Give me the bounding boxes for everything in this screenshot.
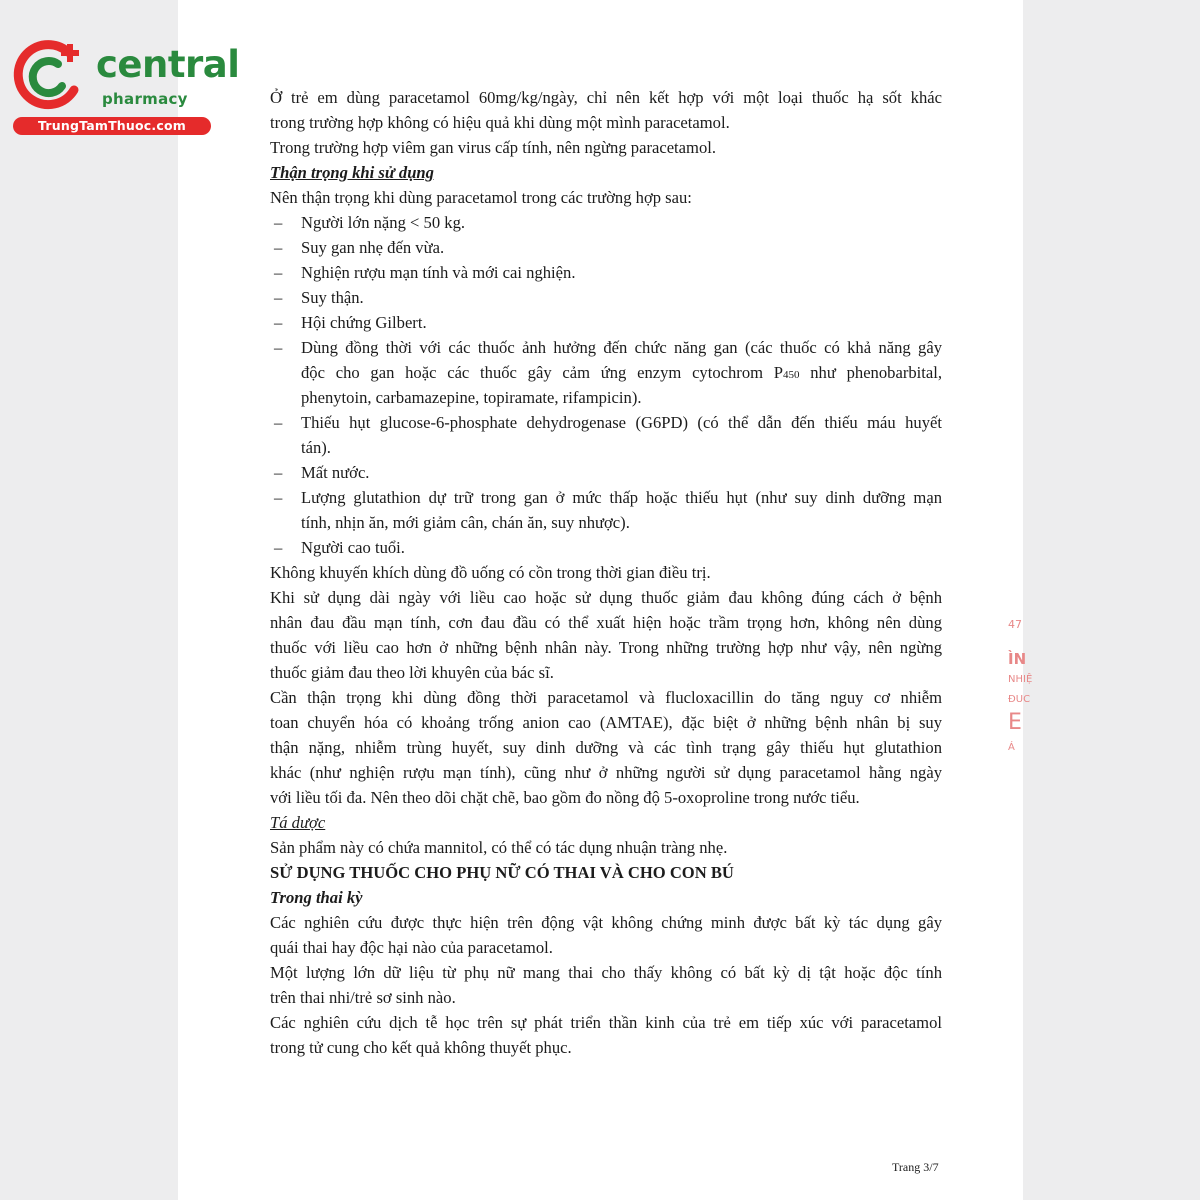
bullet-dash: –	[274, 263, 283, 282]
section-title: SỬ DỤNG THUỐC CHO PHỤ NỮ CÓ THAI VÀ CHO CON BÚ	[270, 863, 734, 882]
stamp-text: Á	[1008, 742, 1015, 753]
paragraph-line: Một lượng lớn dữ liệu từ phụ nữ mang thai cho thấy không có bất kỳ dị tật hoặc độc tính	[270, 963, 942, 982]
paragraph-line: Cần thận trọng khi dùng đồng thời paracetamol và flucloxacillin do tăng nguy cơ nhiễm	[270, 688, 942, 707]
logo-site-link[interactable]: TrungTamThuoc.com	[13, 117, 211, 135]
bullet-dash: –	[274, 488, 283, 507]
list-item-continuation: phenytoin, carbamazepine, topiramate, rifampicin).	[301, 388, 642, 407]
list-item	[270, 535, 942, 560]
paragraph-line: thuốc giảm đau theo lời khuyên của bác sĩ.	[270, 663, 554, 682]
paragraph-line: nhân đau đầu mạn tính, cơn đau đầu có thể xuất hiện hoặc trầm trọng hơn, không nên dùng	[270, 613, 942, 632]
bullet-dash: –	[274, 463, 283, 482]
subscript-text: 450	[783, 369, 800, 381]
list-item-text: Dùng đồng thời với các thuốc ảnh hưởng đến chức năng gan (các thuốc có khả năng gây	[301, 338, 942, 357]
paragraph-line: quái thai hay độc hại nào của paracetamol.	[270, 938, 553, 957]
bullet-dash: –	[274, 338, 283, 357]
paragraph-line: toan chuyển hóa có khoảng trống anion cao (AMTAE), đặc biệt ở những bệnh nhân bị suy	[270, 713, 942, 732]
bullet-dash: –	[274, 413, 283, 432]
stamp-text: 47	[1008, 618, 1022, 631]
bullet-dash: –	[274, 238, 283, 257]
list-item-continuation: tính, nhịn ăn, mới giảm cân, chán ăn, suy nhược).	[301, 513, 630, 532]
paragraph-line: khác (như nghiện rượu mạn tính), cũng như ở những người sử dụng paracetamol hằng ngày	[270, 763, 942, 782]
paragraph-line: trong tử cung cho kết quả không thuyết phục.	[270, 1038, 572, 1057]
bullet-dash: –	[274, 213, 283, 232]
list-item-text: Mất nước.	[301, 463, 370, 482]
list-item	[270, 235, 942, 260]
list-item-text: Thiếu hụt glucose-6-phosphate dehydrogenase (G6PD) (có thể dẫn đến thiếu máu huyết	[301, 413, 942, 432]
list-item-text: Người cao tuổi.	[301, 538, 405, 557]
paragraph-line: Không khuyến khích dùng đồ uống có cồn trong thời gian điều trị.	[270, 563, 711, 582]
stamp-text: E	[1008, 710, 1022, 735]
central-pharmacy-logo[interactable]	[10, 38, 240, 138]
paragraph-line: trong trường hợp không có hiệu quả khi dùng một mình paracetamol.	[270, 113, 730, 132]
paragraph-line: Khi sử dụng dài ngày với liều cao hoặc sử dụng thuốc giảm đau không đúng cách ở bệnh	[270, 588, 942, 607]
pharmacy-logo-icon	[10, 38, 88, 116]
list-item	[270, 210, 942, 235]
list-item	[270, 260, 942, 285]
list-item	[270, 460, 942, 485]
stamp-text: NHIỆ	[1008, 674, 1033, 685]
stamp-text: ÌN	[1008, 650, 1027, 668]
list-item	[270, 310, 942, 335]
list-item-text: Suy gan nhẹ đến vừa.	[301, 238, 445, 257]
list-item-text: Nghiện rượu mạn tính và mới cai nghiện.	[301, 263, 576, 282]
bullet-dash: –	[274, 313, 283, 332]
paragraph-line: Nên thận trọng khi dùng paracetamol trong các trường hợp sau:	[270, 188, 692, 207]
section-heading: Thận trọng khi sử dụng	[270, 163, 434, 182]
paragraph-line: trên thai nhi/trẻ sơ sinh nào.	[270, 988, 456, 1007]
bullet-dash: –	[274, 288, 283, 307]
logo-sub-text: pharmacy	[102, 90, 188, 108]
paragraph-line: Ở trẻ em dùng paracetamol 60mg/kg/ngày, chỉ nên kết hợp với một loại thuốc hạ sốt khác	[270, 88, 942, 107]
paragraph-line: Các nghiên cứu dịch tễ học trên sự phát triển thần kinh của trẻ em tiếp xúc với paracetamol	[270, 1013, 942, 1032]
page-number: Trang 3/7	[892, 1160, 939, 1174]
list-item-continuation: tán).	[301, 438, 331, 457]
logo-brand-text: central	[96, 43, 240, 86]
document-body	[270, 85, 942, 1060]
paragraph-line: thận nặng, nhiễm trùng huyết, suy dinh dưỡng và các tình trạng gây thiếu hụt glutathion	[270, 738, 942, 757]
list-item	[270, 335, 942, 360]
subsection-heading: Tá dược	[270, 813, 326, 832]
bullet-dash: –	[274, 538, 283, 557]
list-item-text: Suy thận.	[301, 288, 364, 307]
paragraph-line: Sản phẩm này có chứa mannitol, có thể có tác dụng nhuận tràng nhẹ.	[270, 838, 728, 857]
list-item-continuation	[270, 360, 942, 385]
list-item-text: Lượng glutathion dự trữ trong gan ở mức thấp hoặc thiếu hụt (như suy dinh dưỡng mạn	[301, 488, 942, 507]
paragraph-line: Các nghiên cứu được thực hiện trên động vật không chứng minh được bất kỳ tác dụng gây	[270, 913, 942, 932]
red-stamp-fragment	[1000, 618, 1033, 773]
list-item	[270, 410, 942, 435]
paragraph-line: với liều tối đa. Nên theo dõi chặt chẽ, bao gồm đo nồng độ 5-oxoproline trong nước tiểu.	[270, 788, 860, 807]
paragraph-line: thuốc với liều cao hơn ở những bệnh nhân này. Trong những trường hợp như vậy, nên ngừng	[270, 638, 942, 657]
list-item-text: Hội chứng Gilbert.	[301, 313, 427, 332]
subsection-heading: Trong thai kỳ	[270, 888, 363, 907]
list-item-text: độc cho gan hoặc các thuốc gây cảm ứng enzym cytochrom P	[301, 363, 784, 382]
stamp-text: ĐUC	[1008, 694, 1031, 705]
list-item	[270, 485, 942, 510]
list-item-text: Người lớn nặng < 50 kg.	[301, 213, 466, 232]
list-item-text: như phenobarbital,	[799, 363, 942, 382]
list-item	[270, 285, 942, 310]
paragraph-line: Trong trường hợp viêm gan virus cấp tính, nên ngừng paracetamol.	[270, 138, 716, 157]
